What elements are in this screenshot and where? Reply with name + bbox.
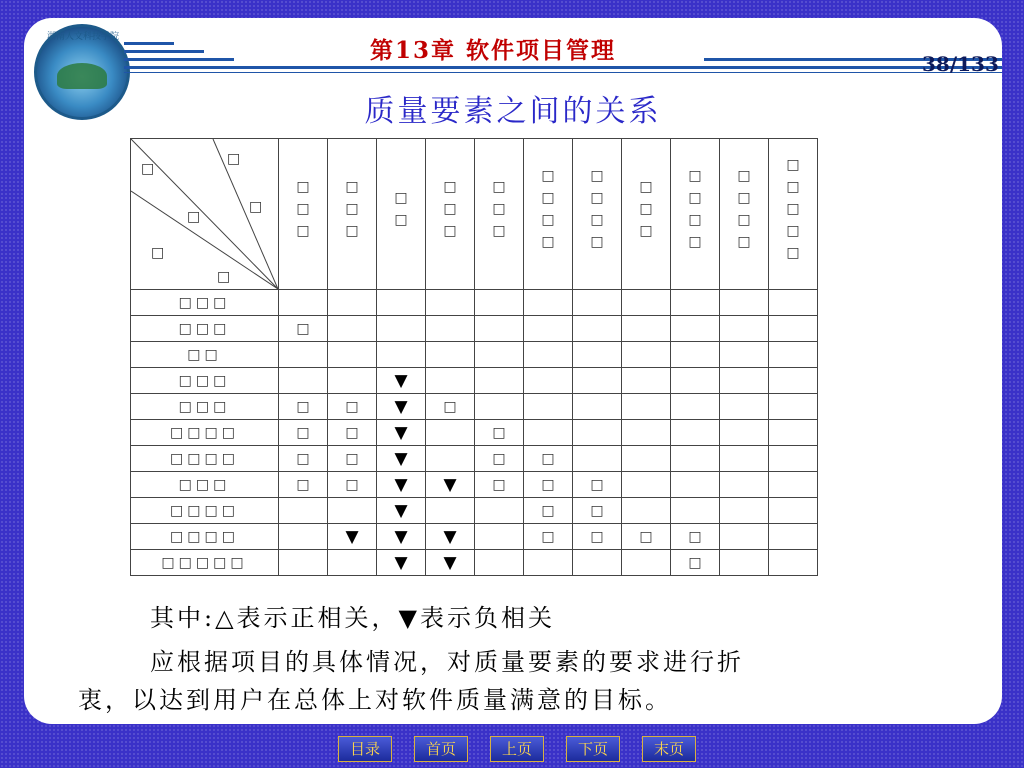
corner-label: □ bbox=[141, 161, 155, 177]
matrix-cell bbox=[475, 290, 524, 316]
matrix-row-label: □□□ bbox=[131, 316, 279, 342]
matrix-cell bbox=[671, 420, 720, 446]
matrix-cell: □ bbox=[573, 472, 622, 498]
slide bbox=[24, 18, 1002, 724]
matrix-cell: □ bbox=[475, 472, 524, 498]
matrix-cell bbox=[475, 342, 524, 368]
matrix-cell bbox=[720, 420, 769, 446]
matrix-cell bbox=[524, 420, 573, 446]
matrix-cell bbox=[769, 394, 818, 420]
header-line bbox=[124, 72, 1002, 73]
chapter-title: 第13章 软件项目管理 bbox=[370, 37, 617, 64]
matrix-cell: □ bbox=[279, 394, 328, 420]
matrix-cell bbox=[720, 524, 769, 550]
matrix-cell bbox=[622, 420, 671, 446]
matrix-cell bbox=[426, 446, 475, 472]
matrix-cell bbox=[769, 368, 818, 394]
matrix-cell: ▼ bbox=[377, 550, 426, 576]
matrix-row bbox=[131, 290, 818, 316]
matrix-row bbox=[131, 524, 818, 550]
matrix-row-label: □□□□ bbox=[131, 446, 279, 472]
next-page-button[interactable]: 下页 bbox=[566, 736, 620, 762]
matrix-cell: □ bbox=[279, 446, 328, 472]
matrix-cell bbox=[720, 498, 769, 524]
matrix-cell: □ bbox=[524, 498, 573, 524]
quality-factor-matrix bbox=[130, 138, 818, 576]
matrix-cell bbox=[769, 498, 818, 524]
matrix-cell bbox=[573, 394, 622, 420]
matrix-column-label: □□□□ bbox=[540, 168, 556, 256]
matrix-cell bbox=[671, 446, 720, 472]
matrix-cell bbox=[426, 342, 475, 368]
matrix-cell bbox=[279, 368, 328, 394]
matrix-cell: □ bbox=[328, 394, 377, 420]
matrix-cell bbox=[622, 472, 671, 498]
matrix-column-label: □□□□ bbox=[687, 168, 703, 256]
matrix-cell bbox=[377, 342, 426, 368]
matrix-cell: □ bbox=[279, 420, 328, 446]
matrix-row-label: □□□□ bbox=[131, 420, 279, 446]
matrix-cell bbox=[671, 290, 720, 316]
matrix-cell bbox=[622, 342, 671, 368]
matrix-cell bbox=[769, 472, 818, 498]
matrix-cell bbox=[573, 342, 622, 368]
matrix-column-label: □□□ bbox=[638, 179, 654, 245]
matrix-cell bbox=[426, 316, 475, 342]
slide-navigation bbox=[0, 734, 1024, 764]
matrix-cell: □ bbox=[328, 472, 377, 498]
matrix-column-label: □□□ bbox=[295, 179, 311, 245]
matrix-row-label: □□□ bbox=[131, 394, 279, 420]
matrix-row-label: □□ bbox=[131, 342, 279, 368]
matrix-cell bbox=[769, 342, 818, 368]
matrix-row bbox=[131, 498, 818, 524]
page-number: 38/133 bbox=[922, 52, 999, 76]
matrix-column-header bbox=[475, 139, 524, 290]
matrix-row bbox=[131, 472, 818, 498]
matrix-cell: □ bbox=[328, 446, 377, 472]
matrix-cell bbox=[769, 524, 818, 550]
matrix-row bbox=[131, 368, 818, 394]
matrix-cell bbox=[279, 498, 328, 524]
matrix-cell bbox=[524, 342, 573, 368]
matrix-column-label: □□□□□ bbox=[785, 157, 801, 267]
header-line bbox=[124, 50, 204, 53]
matrix-row bbox=[131, 420, 818, 446]
matrix-cell bbox=[573, 316, 622, 342]
matrix-cell bbox=[720, 472, 769, 498]
matrix-cell bbox=[426, 368, 475, 394]
matrix-cell bbox=[573, 550, 622, 576]
matrix-cell bbox=[622, 446, 671, 472]
matrix-cell bbox=[328, 368, 377, 394]
matrix-cell: □ bbox=[573, 498, 622, 524]
matrix-cell: □ bbox=[524, 524, 573, 550]
matrix-column-label: □□□□ bbox=[589, 168, 605, 256]
matrix-cell: □ bbox=[524, 446, 573, 472]
slide-title: 质量要素之间的关系 bbox=[364, 94, 662, 129]
matrix-cell bbox=[720, 446, 769, 472]
body-text-line: 应根据项目的具体情况，对质量要素的要求进行折 bbox=[150, 648, 744, 676]
matrix-cell: □ bbox=[475, 420, 524, 446]
matrix-cell bbox=[328, 342, 377, 368]
body-text-line: 衷，以达到用户在总体上对软件质量满意的目标。 bbox=[78, 686, 672, 714]
first-page-button[interactable]: 首页 bbox=[414, 736, 468, 762]
matrix-row bbox=[131, 446, 818, 472]
matrix-cell: ▼ bbox=[426, 550, 475, 576]
matrix-cell bbox=[622, 394, 671, 420]
matrix-cell: □ bbox=[328, 420, 377, 446]
matrix-row-label: □□□ bbox=[131, 368, 279, 394]
last-page-button[interactable]: 末页 bbox=[642, 736, 696, 762]
matrix-column-header bbox=[622, 139, 671, 290]
contents-button[interactable]: 目录 bbox=[338, 736, 392, 762]
matrix-column-label: □□ bbox=[393, 190, 409, 234]
matrix-cell bbox=[328, 498, 377, 524]
matrix-cell: □ bbox=[573, 524, 622, 550]
matrix-column-label: □□□ bbox=[442, 179, 458, 245]
matrix-cell bbox=[720, 290, 769, 316]
matrix-cell: □ bbox=[279, 316, 328, 342]
header-line bbox=[124, 58, 234, 61]
logo-ring-text: 湖南人文科技学院 bbox=[46, 32, 119, 42]
matrix-cell: ▼ bbox=[426, 472, 475, 498]
matrix-cell bbox=[573, 446, 622, 472]
matrix-cell bbox=[475, 394, 524, 420]
matrix-cell bbox=[524, 290, 573, 316]
matrix-column-header bbox=[279, 139, 328, 290]
matrix-cell bbox=[279, 524, 328, 550]
matrix-cell bbox=[573, 420, 622, 446]
matrix-cell bbox=[769, 290, 818, 316]
matrix-row bbox=[131, 394, 818, 420]
matrix-row-label: □□□□□ bbox=[131, 550, 279, 576]
matrix-cell bbox=[524, 316, 573, 342]
matrix-cell bbox=[769, 550, 818, 576]
matrix-cell bbox=[720, 550, 769, 576]
matrix-cell bbox=[720, 394, 769, 420]
matrix-cell bbox=[671, 498, 720, 524]
matrix-column-label: □□□□ bbox=[736, 168, 752, 256]
matrix-cell bbox=[279, 342, 328, 368]
matrix-cell bbox=[622, 498, 671, 524]
matrix-cell: ▼ bbox=[377, 446, 426, 472]
matrix-cell bbox=[524, 550, 573, 576]
matrix-row bbox=[131, 342, 818, 368]
matrix-column-header bbox=[328, 139, 377, 290]
matrix-cell: ▼ bbox=[426, 524, 475, 550]
matrix-cell bbox=[622, 316, 671, 342]
matrix-corner-cell bbox=[131, 139, 279, 290]
matrix-cell bbox=[524, 394, 573, 420]
matrix-cell: □ bbox=[622, 524, 671, 550]
matrix-column-label: □□□ bbox=[344, 179, 360, 245]
matrix-cell bbox=[328, 550, 377, 576]
matrix-column-header bbox=[671, 139, 720, 290]
matrix-cell bbox=[720, 368, 769, 394]
matrix-cell: □ bbox=[524, 472, 573, 498]
matrix-cell bbox=[524, 368, 573, 394]
matrix-cell bbox=[622, 368, 671, 394]
previous-page-button[interactable]: 上页 bbox=[490, 736, 544, 762]
matrix-row-label: □□□□ bbox=[131, 524, 279, 550]
matrix-cell bbox=[622, 550, 671, 576]
matrix-cell bbox=[475, 524, 524, 550]
matrix-cell: ▼ bbox=[377, 472, 426, 498]
matrix-column-header bbox=[426, 139, 475, 290]
matrix-row bbox=[131, 316, 818, 342]
legend-note: 其中:△表示正相关，▼表示负相关 bbox=[150, 604, 555, 632]
matrix-row-label: □□□ bbox=[131, 472, 279, 498]
matrix-cell bbox=[671, 368, 720, 394]
matrix-cell bbox=[475, 316, 524, 342]
matrix-cell bbox=[671, 342, 720, 368]
matrix-cell bbox=[671, 394, 720, 420]
matrix-row-label: □□□□ bbox=[131, 498, 279, 524]
matrix-body bbox=[131, 290, 818, 576]
matrix-cell bbox=[671, 316, 720, 342]
matrix-cell bbox=[426, 290, 475, 316]
matrix-cell bbox=[475, 368, 524, 394]
matrix-cell bbox=[279, 550, 328, 576]
matrix-column-header bbox=[720, 139, 769, 290]
matrix-cell bbox=[377, 316, 426, 342]
corner-label: □ bbox=[227, 151, 241, 167]
matrix-cell: ▼ bbox=[377, 524, 426, 550]
matrix-cell bbox=[328, 290, 377, 316]
matrix-row-label: □□□ bbox=[131, 290, 279, 316]
matrix-column-header bbox=[769, 139, 818, 290]
matrix-cell bbox=[377, 290, 426, 316]
matrix-cell bbox=[573, 368, 622, 394]
matrix-cell bbox=[720, 316, 769, 342]
matrix-cell: ▼ bbox=[377, 368, 426, 394]
corner-label: □ bbox=[217, 269, 231, 285]
matrix-cell: ▼ bbox=[377, 498, 426, 524]
matrix-cell bbox=[769, 420, 818, 446]
matrix-cell: ▼ bbox=[377, 394, 426, 420]
matrix-cell bbox=[279, 290, 328, 316]
corner-label: □ bbox=[187, 209, 201, 225]
matrix-row bbox=[131, 550, 818, 576]
header-line bbox=[124, 42, 174, 45]
matrix-cell: ▼ bbox=[377, 420, 426, 446]
matrix-column-header bbox=[573, 139, 622, 290]
matrix-cell: □ bbox=[279, 472, 328, 498]
matrix-column-label: □□□ bbox=[491, 179, 507, 245]
matrix-cell: ▼ bbox=[328, 524, 377, 550]
header-line bbox=[124, 66, 1002, 69]
matrix-cell bbox=[475, 550, 524, 576]
matrix-header-row bbox=[131, 139, 818, 290]
corner-label: □ bbox=[151, 245, 165, 261]
matrix-cell: □ bbox=[426, 394, 475, 420]
matrix-cell bbox=[671, 472, 720, 498]
matrix-cell bbox=[769, 316, 818, 342]
matrix-cell bbox=[475, 498, 524, 524]
matrix-cell bbox=[769, 446, 818, 472]
matrix-cell bbox=[720, 342, 769, 368]
matrix-cell bbox=[426, 420, 475, 446]
matrix-cell: □ bbox=[475, 446, 524, 472]
matrix-cell bbox=[622, 290, 671, 316]
matrix-cell bbox=[328, 316, 377, 342]
matrix-cell bbox=[573, 290, 622, 316]
matrix-column-header bbox=[524, 139, 573, 290]
matrix-column-header bbox=[377, 139, 426, 290]
matrix-cell: □ bbox=[671, 550, 720, 576]
corner-label: □ bbox=[249, 199, 263, 215]
matrix-cell: □ bbox=[671, 524, 720, 550]
matrix-cell bbox=[426, 498, 475, 524]
